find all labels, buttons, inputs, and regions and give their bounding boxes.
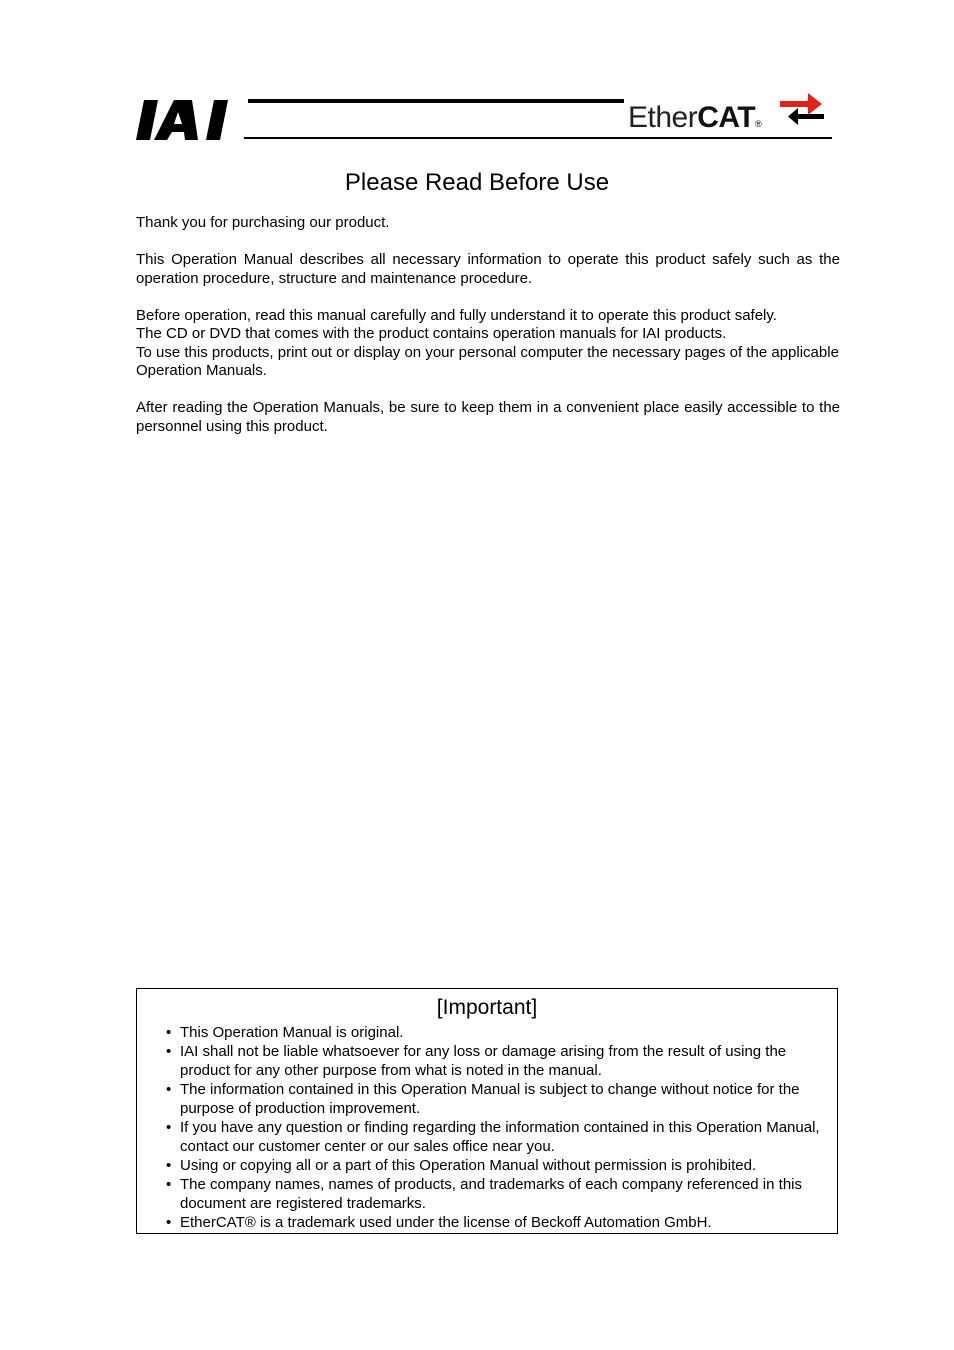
iai-logo xyxy=(136,98,242,142)
line-cd-dvd: The CD or DVD that comes with the product contains operation manuals for IAI products. xyxy=(136,325,727,342)
line-read-manual: Before operation, read this manual carefully and fully understand it to operate this product safely. xyxy=(136,306,777,324)
page-header xyxy=(136,92,832,144)
bullet-icon: • xyxy=(166,1214,172,1231)
header-rule-top xyxy=(248,99,624,103)
paragraph-before-operation xyxy=(136,307,840,381)
list-item-text: The company names, names of products, and trademarks of each company referenced in this document are registered trademarks. xyxy=(180,1176,802,1212)
important-notice-box xyxy=(136,988,838,1234)
list-item xyxy=(166,1042,820,1080)
paragraph-keep-manual: After reading the Operation Manuals, be sure to keep them in a convenient place easily accessible to the personnel using this product. xyxy=(136,399,840,435)
ethercat-arrow-icon xyxy=(626,92,832,140)
list-item-text: Using or copying all or a part of this Operation Manual without permission is prohibited. xyxy=(180,1157,757,1174)
list-item-text: The information contained in this Operation Manual is subject to change without notice for the purpose of production improvement. xyxy=(180,1081,800,1117)
list-item-text: This Operation Manual is original. xyxy=(180,1024,404,1041)
paragraph-thanks: Thank you for purchasing our product. xyxy=(136,214,390,231)
list-item xyxy=(166,1175,820,1213)
paragraph-description: This Operation Manual describes all necessary information to operate this product safely such as the operation procedure, structure and maintenance procedure. xyxy=(136,251,840,287)
bullet-icon: • xyxy=(166,1081,172,1098)
list-item xyxy=(166,1080,820,1118)
list-item xyxy=(166,1118,820,1156)
list-item-text: IAI shall not be liable whatsoever for any loss or damage arising from the result of using the product for any other purpose from what is noted in the manual. xyxy=(180,1043,787,1079)
bullet-icon: • xyxy=(166,1176,172,1193)
important-list xyxy=(137,1023,820,1232)
ethercat-logo-ether: Ether xyxy=(628,101,698,134)
ethercat-logo-cat: CAT xyxy=(697,101,756,134)
intro-text xyxy=(136,214,840,455)
list-item xyxy=(166,1023,820,1042)
list-item xyxy=(166,1156,820,1175)
important-title: [Important] xyxy=(436,996,538,1019)
page-title: Please Read Before Use xyxy=(344,169,610,196)
bullet-icon: • xyxy=(166,1024,172,1041)
bullet-icon: • xyxy=(166,1157,172,1174)
bullet-icon: • xyxy=(166,1119,172,1136)
list-item-text: EtherCAT® is a trademark used under the license of Beckoff Automation GmbH. xyxy=(180,1214,712,1231)
list-item-text: If you have any question or finding regarding the information contained in this Operation Manual, contact our customer center or our sales office near you. xyxy=(180,1119,820,1155)
list-item xyxy=(166,1213,820,1232)
line-print-display: To use this products, print out or display on your personal computer the necessary pages of the applicable Operation Manuals. xyxy=(136,343,839,379)
bullet-icon: • xyxy=(166,1043,172,1060)
registered-mark: ® xyxy=(755,119,762,129)
